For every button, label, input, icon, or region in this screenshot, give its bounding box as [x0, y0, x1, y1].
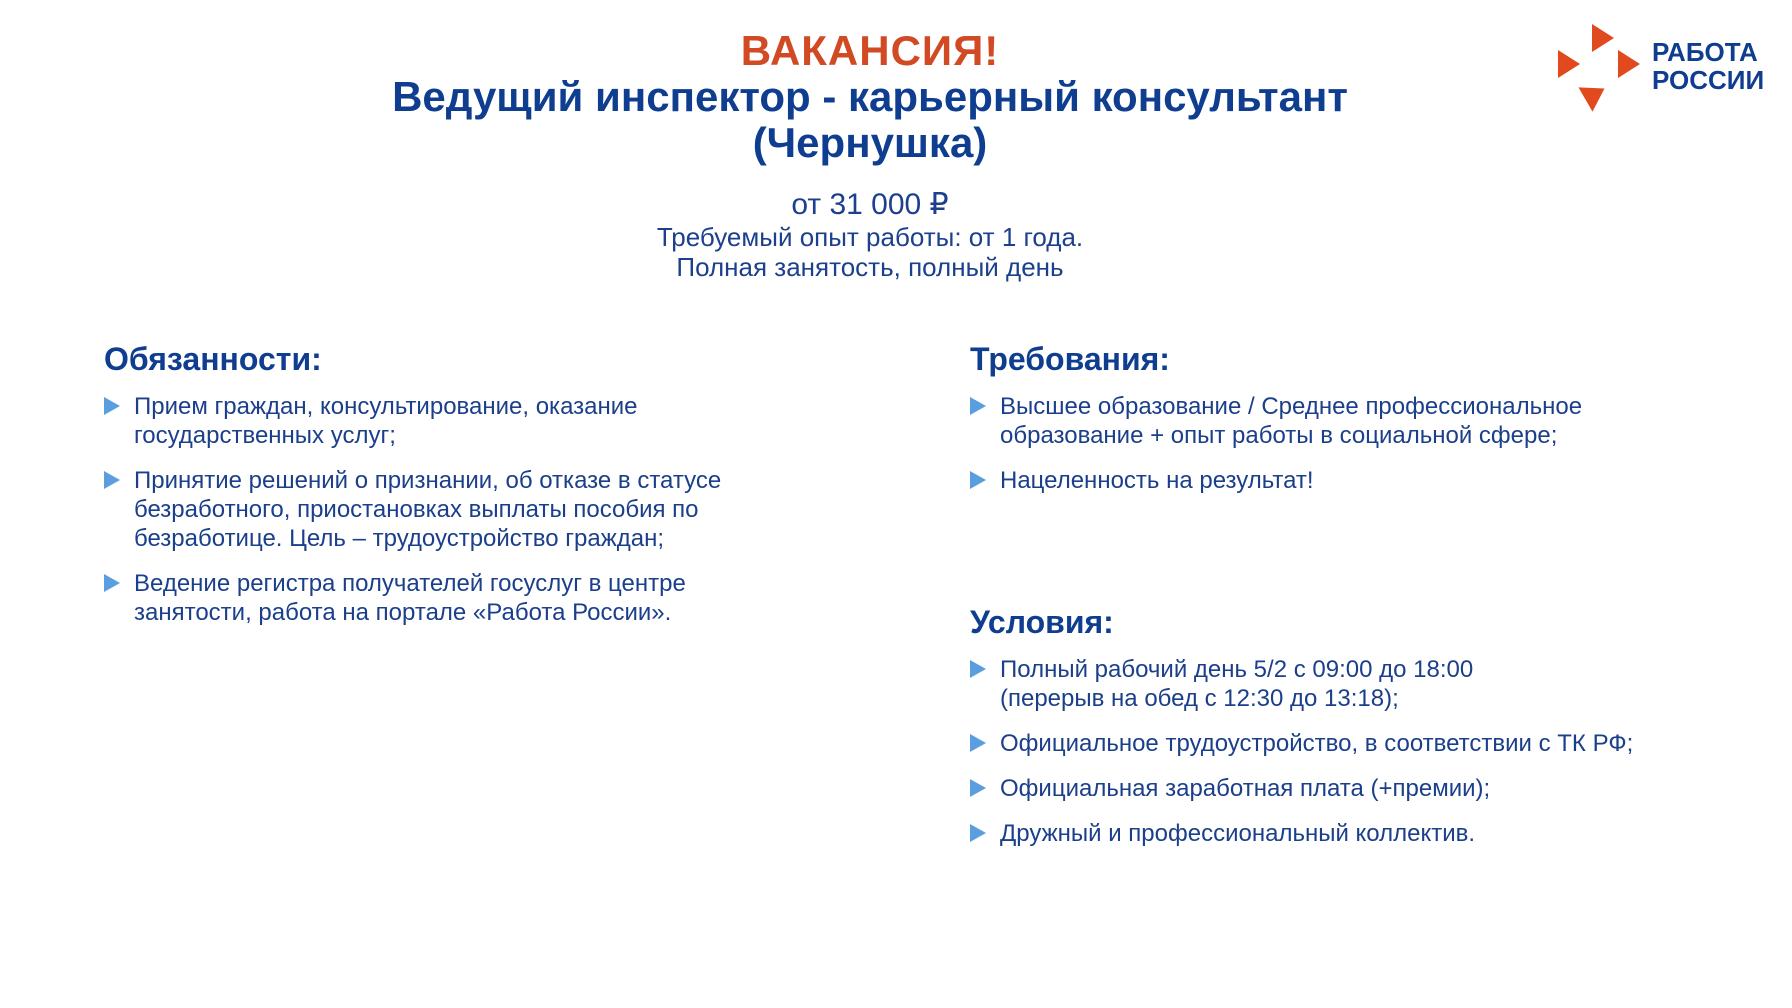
duty-text-line: Прием граждан, консультирование, оказание — [134, 393, 638, 420]
logo-arrow-bottom — [1578, 76, 1611, 111]
requirement-text-line: Нацеленность на результат! — [1000, 467, 1314, 494]
condition-text-line: Дружный и профессиональный коллектив. — [1000, 820, 1476, 847]
requirements-heading: Требования: — [970, 341, 1170, 377]
job-title-line-2: (Чернушка) — [752, 119, 988, 166]
experience-requirement: Требуемый опыт работы: от 1 года. — [656, 222, 1084, 252]
condition-text-line: Официальное трудоустройство, в соответствии с ТК РФ; — [1000, 730, 1634, 757]
requirements-list — [970, 392, 1730, 495]
condition-text-line: (перерыв на обед с 12:30 до 13:18); — [1000, 685, 1399, 712]
salary: от 31 000 ₽ — [791, 188, 949, 221]
condition-text-line: Полный рабочий день 5/2 с 09:00 до 18:00 — [1000, 656, 1474, 683]
duty-text-line: государственных услуг; — [134, 422, 396, 449]
job-title — [240, 74, 1500, 166]
duty-text-line: Принятие решений о признании, об отказе в статусе — [134, 467, 722, 494]
condition-text-line: Официальная заработная плата (+премии); — [1000, 775, 1491, 802]
requirement-item — [970, 466, 1730, 495]
condition-item — [970, 819, 1730, 848]
duty-text-line: Ведение регистра получателей госуслуг в центре — [134, 570, 686, 597]
job-title-line-1: Ведущий инспектор - карьерный консультант — [392, 73, 1348, 120]
logo-arrow-right — [1618, 50, 1640, 78]
duty-item — [104, 569, 824, 627]
duty-item — [104, 392, 824, 450]
duty-item — [104, 466, 824, 553]
requirement-text-line: Высшее образование / Среднее профессиональное — [1000, 393, 1583, 420]
bullet-triangle-icon — [104, 471, 120, 489]
duty-text-line: безработного, приостановках выплаты пособия по — [134, 496, 699, 523]
bullet-triangle-icon — [104, 574, 120, 592]
condition-item — [970, 655, 1730, 713]
header — [240, 28, 1500, 282]
bullet-triangle-icon — [970, 734, 986, 752]
bullet-triangle-icon — [970, 660, 986, 678]
vacancy-label: ВАКАНСИЯ! — [740, 27, 1000, 74]
duty-text-line: занятости, работа на портале «Работа России». — [134, 599, 672, 626]
employment-type: Полная занятость, полный день — [676, 252, 1064, 282]
duties-list — [104, 392, 824, 627]
logo-arrow-top — [1592, 24, 1614, 52]
conditions-heading: Условия: — [970, 604, 1114, 640]
job-meta — [240, 190, 1500, 282]
bullet-triangle-icon — [970, 779, 986, 797]
condition-item — [970, 729, 1730, 758]
bullet-triangle-icon — [970, 397, 986, 415]
duties-heading: Обязанности: — [104, 341, 322, 377]
logo-text-line-1: РАБОТА — [1652, 37, 1758, 67]
requirement-text-line: образование + опыт работы в социальной сфере; — [1000, 422, 1558, 449]
logo-text-line-2: РОССИИ — [1652, 65, 1765, 95]
duty-text-line: безработице. Цель – трудоустройство граждан; — [134, 525, 665, 552]
rabota-rossii-logo — [1556, 22, 1776, 112]
logo-arrows-icon — [1556, 22, 1646, 112]
logo-text — [1652, 38, 1764, 94]
duties-section — [104, 340, 824, 643]
conditions-list — [970, 655, 1730, 848]
logo-arrow-left — [1558, 50, 1580, 78]
condition-item — [970, 774, 1730, 803]
requirement-item — [970, 392, 1730, 450]
requirements-section — [970, 340, 1730, 511]
bullet-triangle-icon — [970, 824, 986, 842]
bullet-triangle-icon — [104, 397, 120, 415]
bullet-triangle-icon — [970, 471, 986, 489]
conditions-section — [970, 603, 1730, 864]
